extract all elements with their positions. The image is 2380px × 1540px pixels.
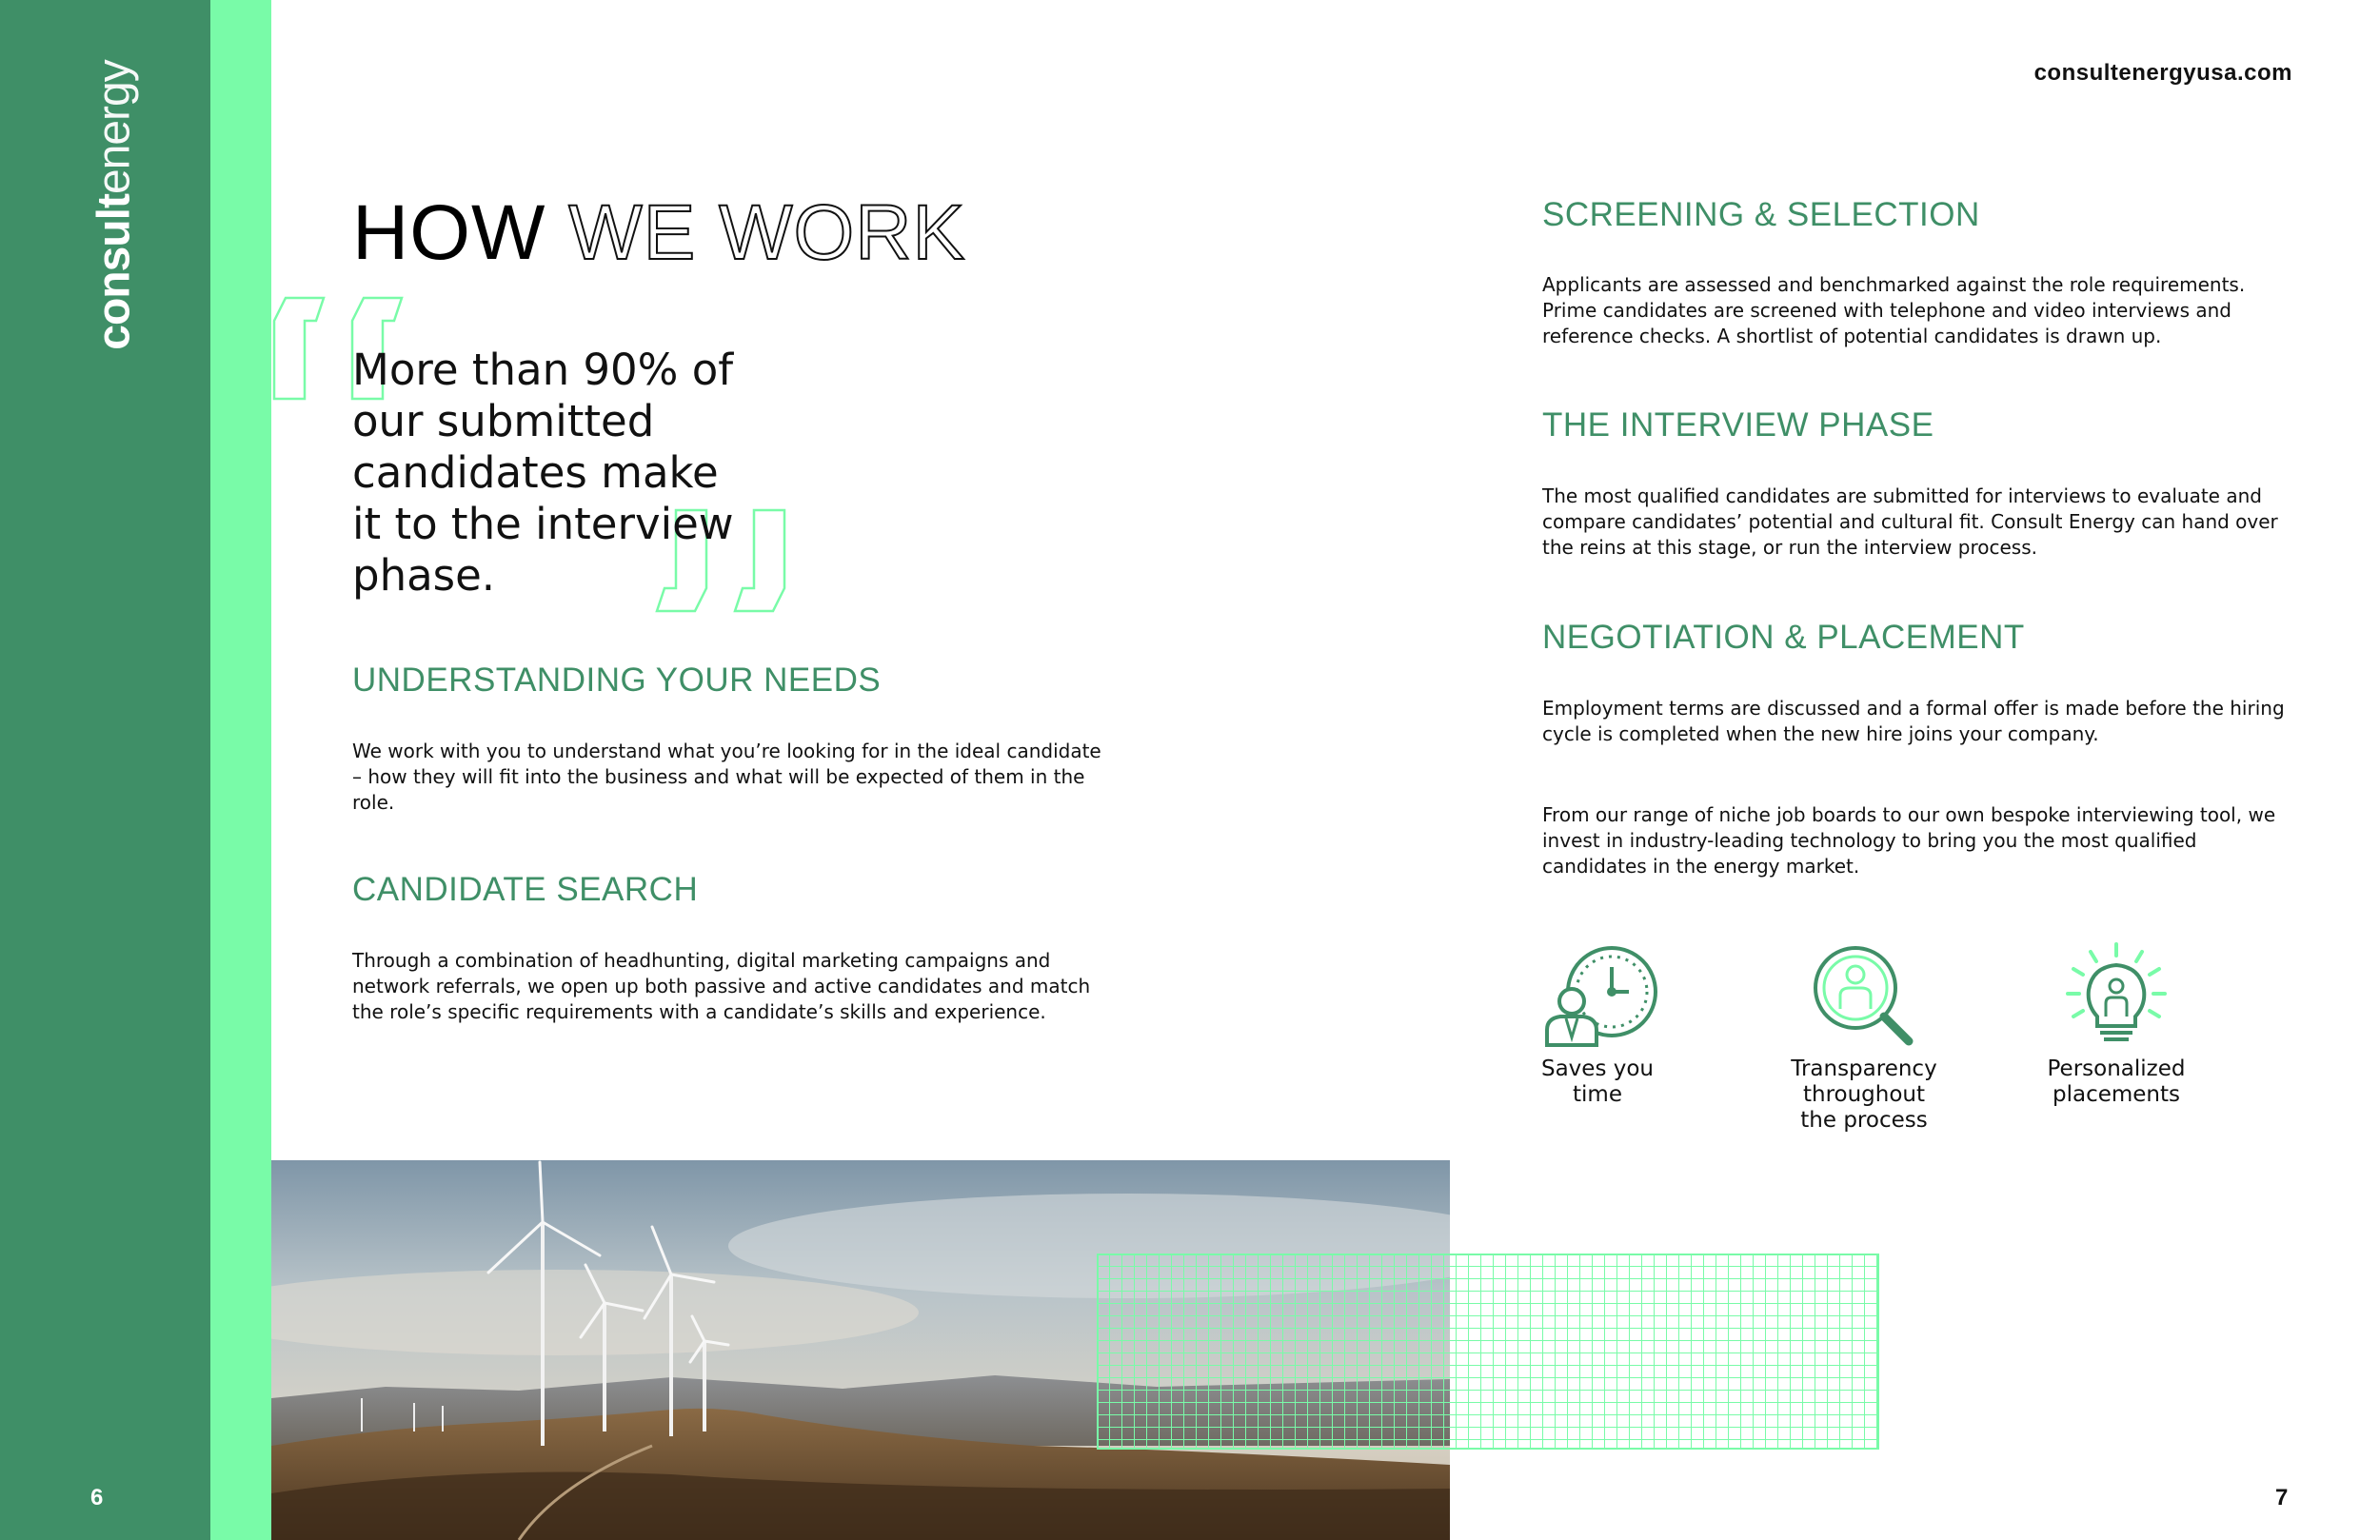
negotiation-body: Employment terms are discussed and a formal offer is made before the hiring cycle is completed when the new hire joins your company.: [1542, 697, 2285, 745]
understanding-body: We work with you to understand what you’re looking for in the ideal candidate – how they will fit into the business and what will be expected of them in the role.: [352, 740, 1101, 814]
decorative-grid: [1097, 1254, 1879, 1450]
logo-light: energy: [89, 60, 140, 195]
logo-bold: consult: [89, 194, 140, 350]
page-number-right: 7: [2275, 1485, 2289, 1510]
understanding-heading: UNDERSTANDING YOUR NEEDS: [352, 661, 882, 699]
feature-transparency: [1759, 942, 1969, 1134]
feature-line: time: [1573, 1082, 1622, 1107]
feature-line: Saves you: [1540, 1056, 1654, 1081]
interview-heading: THE INTERVIEW PHASE: [1542, 406, 1934, 444]
website-link[interactable]: consultenergyusa.com: [2033, 60, 2292, 86]
vertical-logo: [89, 53, 141, 358]
feature-line: Transparency: [1791, 1056, 1937, 1081]
interview-body: The most qualified candidates are submitted for interviews to evaluate and compare candidates’ potential and cultural fit. Consult Energy can hand over the reins at this stage, or run the interview process.: [1542, 484, 2278, 559]
magnifier-person-icon: [1802, 942, 1926, 1047]
negotiation-heading: NEGOTIATION & PLACEMENT: [1542, 619, 2025, 656]
sidebar-accent-band: [210, 0, 271, 1540]
quote-text: More than 90% of our submitted candidates make it to the interview phase.: [352, 345, 734, 601]
sidebar-brand-band: [0, 0, 210, 1540]
search-heading: CANDIDATE SEARCH: [352, 871, 699, 908]
page-number-left: 6: [90, 1485, 104, 1510]
technology-text: From our range of niche job boards to our own bespoke interviewing tool, we invest in industry-leading technology to bring you the most qualified candidates in the energy market.: [1542, 803, 2276, 878]
screening-heading: SCREENING & SELECTION: [1542, 196, 1980, 233]
feature-line: the process: [1800, 1108, 1928, 1133]
title-outline: WE WORK: [568, 189, 966, 276]
screening-body: Applicants are assessed and benchmarked against the role requirements. Prime candidates are screened with telephone and video interviews and reference checks. A shortlist of potential candidates is drawn up.: [1542, 273, 2246, 347]
page-title: [352, 188, 965, 278]
feature-label: [2016, 1056, 2216, 1108]
feature-line: Personalized: [2047, 1056, 2186, 1081]
feature-line: placements: [2052, 1082, 2180, 1107]
feature-label: [1759, 1056, 1969, 1134]
title-solid: HOW: [352, 189, 546, 276]
lightbulb-person-icon: [2054, 942, 2178, 1047]
clock-person-icon: [1536, 942, 1659, 1047]
search-body: Through a combination of headhunting, digital marketing campaigns and network referrals, we open up both passive and active candidates and match the role’s specific requirements with a candidate’s skills and experience.: [352, 949, 1091, 1023]
feature-personalized: [2016, 942, 2216, 1108]
feature-saves-time: [1502, 942, 1693, 1108]
feature-line: throughout: [1802, 1082, 1926, 1107]
feature-label: [1502, 1056, 1693, 1108]
